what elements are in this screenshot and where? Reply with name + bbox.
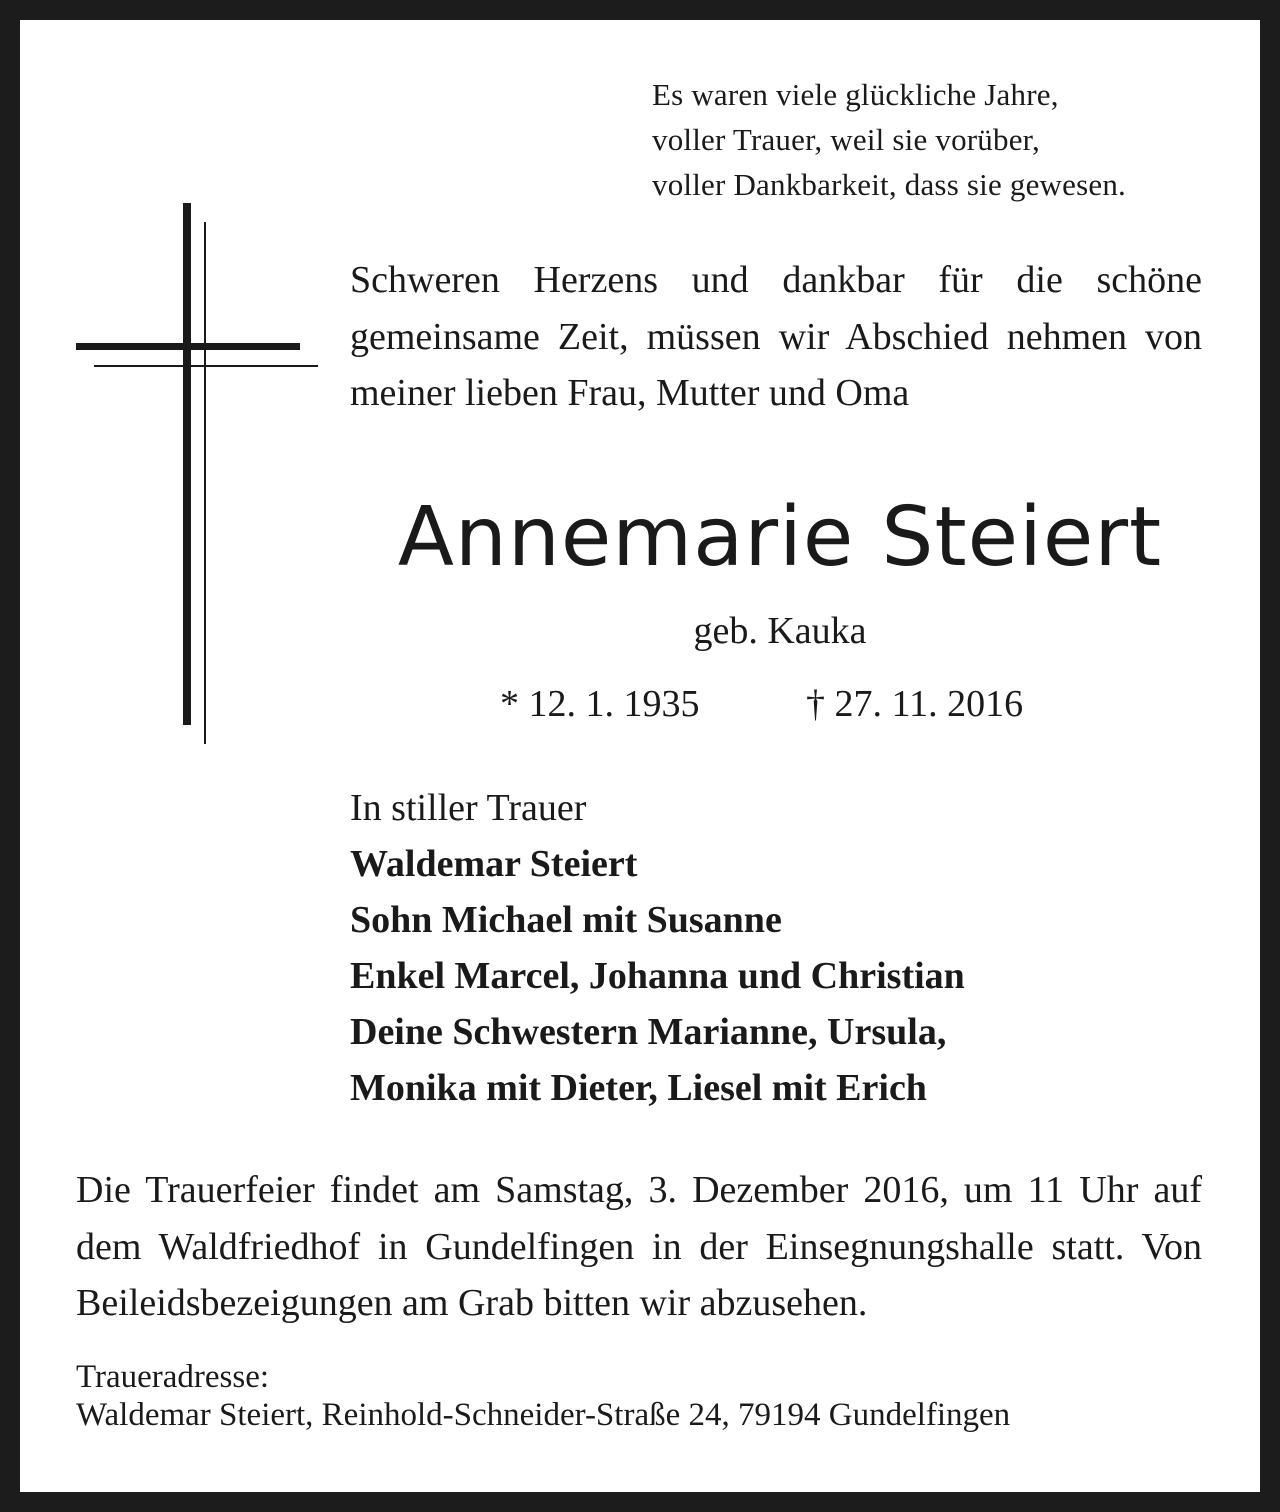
intro-paragraph: Schweren Herzens und dankbar für die schöne gemeinsame Zeit, müssen wir Abschied nehmen von meiner lieben Frau, Mutter und Oma xyxy=(350,259,1202,414)
deceased-name: Annemarie Steiert xyxy=(397,490,1163,585)
poem-line: Es waren viele glückliche Jahre, xyxy=(652,77,1059,112)
mourner-name: Monika mit Dieter, Liesel mit Erich xyxy=(350,1067,927,1109)
birth-date: * 12. 1. 1935 xyxy=(500,683,700,725)
poem-line: voller Dankbarkeit, dass sie gewesen. xyxy=(652,167,1126,202)
ceremony-paragraph: Die Trauerfeier findet am Samstag, 3. Dezember 2016, um 11 Uhr auf dem Waldfriedhof in Gundelfingen in der Einsegnungshalle statt. Von Beileidsbezeigungen am Grab bitten wir abzusehen. xyxy=(76,1169,1202,1324)
poem-line: voller Trauer, weil sie vorüber, xyxy=(652,122,1040,157)
mourner-name: Waldemar Steiert xyxy=(350,843,638,885)
address-line: Waldemar Steiert, Reinhold-Schneider-Straße 24, 79194 Gundelfingen xyxy=(76,1397,1011,1433)
cross-horizontal-thin xyxy=(94,365,318,367)
maiden-name: geb. Kauka xyxy=(693,610,867,652)
cross-vertical-thin xyxy=(204,222,206,744)
mourners-lead: In stiller Trauer xyxy=(350,787,587,829)
mourner-name: Deine Schwestern Marianne, Ursula, xyxy=(350,1011,947,1053)
address-block xyxy=(76,1358,1206,1434)
mourner-name: Enkel Marcel, Johanna und Christian xyxy=(350,955,965,997)
poem-block xyxy=(652,72,1222,207)
address-label: Traueradresse: xyxy=(76,1359,270,1395)
cross-vertical-thick xyxy=(183,203,191,725)
death-date: † 27. 11. 2016 xyxy=(806,683,1024,725)
mourners-block xyxy=(350,780,1200,1116)
cross-horizontal-thick xyxy=(76,343,300,350)
mourner-name: Sohn Michael mit Susanne xyxy=(350,899,782,941)
